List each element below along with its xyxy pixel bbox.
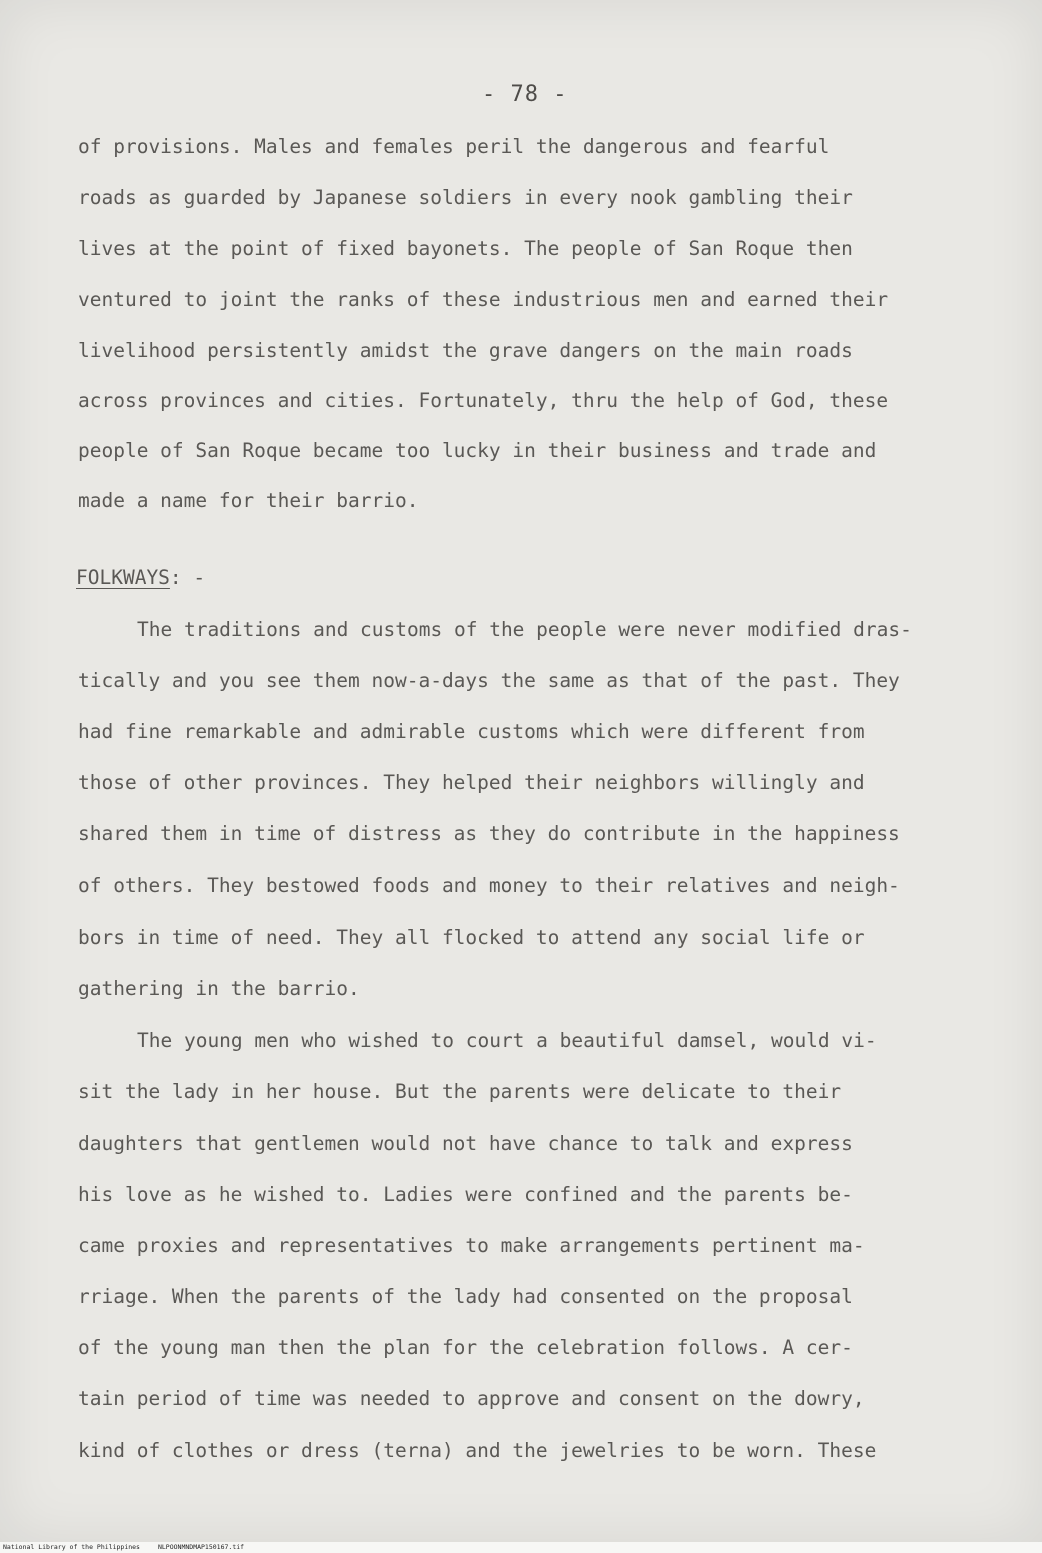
text-line: people of San Roque became too lucky in their business and trade and — [78, 439, 877, 462]
footer-filename: NLPOONMNDMAP150167.tif — [157, 1543, 245, 1551]
text-line: bors in time of need. They all flocked to attend any social life or — [78, 926, 865, 949]
text-line: ventured to joint the ranks of these industrious men and earned their — [78, 288, 889, 311]
text-line: kind of clothes or dress (terna) and the jewelries to be worn. These — [78, 1439, 877, 1462]
text-line: livelihood persistently amidst the grave dangers on the main roads — [78, 339, 853, 362]
scan-footer — [0, 1542, 1042, 1553]
section-heading-suffix: : - — [169, 566, 206, 589]
text-line: sit the lady in her house. But the parents were delicate to their — [78, 1080, 842, 1103]
text-line: across provinces and cities. Fortunately, thru the help of God, these — [78, 389, 889, 412]
section-heading-title: FOLKWAYS — [76, 566, 170, 589]
text-line: his love as he wished to. Ladies were confined and the parents be- — [78, 1183, 853, 1206]
text-line: tically and you see them now-a-days the same as that of the past. They — [78, 669, 900, 692]
text-line: made a name for their barrio. — [78, 489, 419, 512]
text-line: of the young man then the plan for the celebration follows. A cer- — [78, 1336, 853, 1359]
text-line: tain period of time was needed to approve and consent on the dowry, — [78, 1387, 865, 1410]
text-line: of others. They bestowed foods and money to their relatives and neigh- — [78, 874, 900, 897]
text-line: daughters that gentlemen would not have chance to talk and express — [78, 1132, 853, 1155]
text-line: rriage. When the parents of the lady had consented on the proposal — [78, 1285, 853, 1308]
text-line: lives at the point of fixed bayonets. The people of San Roque then — [78, 237, 853, 260]
text-line: came proxies and representatives to make arrangements pertinent ma- — [78, 1234, 865, 1257]
text-line: those of other provinces. They helped their neighbors willingly and — [78, 771, 865, 794]
text-line: roads as guarded by Japanese soldiers in every nook gambling their — [78, 186, 853, 209]
text-line: gathering in the barrio. — [78, 977, 360, 1000]
text-line: shared them in time of distress as they do contribute in the happiness — [78, 822, 900, 845]
page-number: - 78 - — [482, 82, 568, 107]
section-heading — [76, 566, 205, 589]
text-line: The traditions and customs of the people were never modified dras- — [137, 618, 912, 641]
text-line: The young men who wished to court a beautiful damsel, would vi- — [137, 1029, 877, 1052]
text-line: of provisions. Males and females peril the dangerous and fearful — [78, 135, 830, 158]
footer-institution: National Library of the Philippines — [3, 1543, 140, 1551]
text-line: had fine remarkable and admirable customs which were different from — [78, 720, 865, 743]
